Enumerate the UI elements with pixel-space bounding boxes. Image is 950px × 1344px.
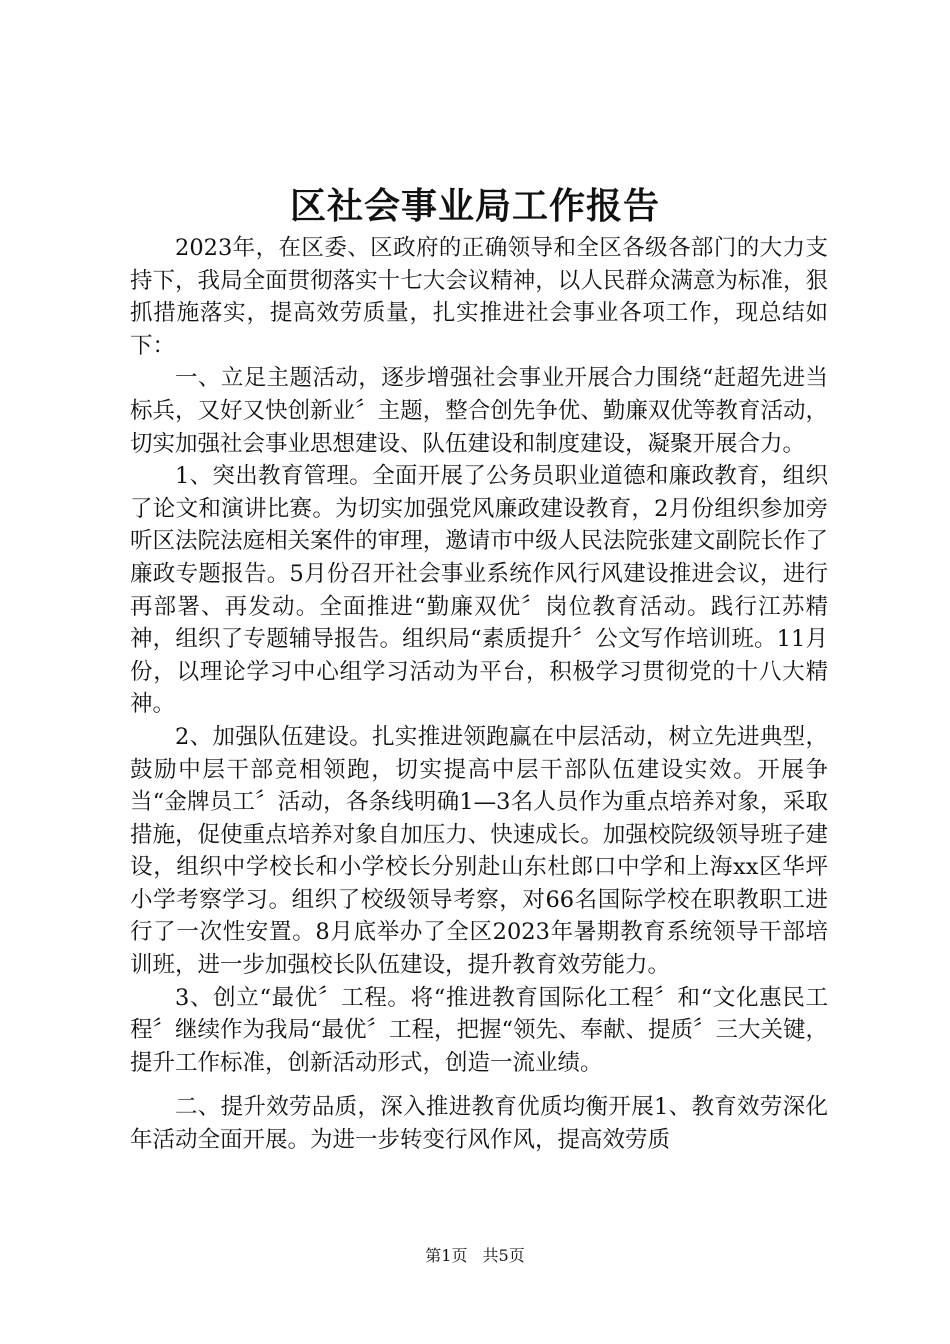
document-body — [130, 232, 828, 1157]
section-1-paragraph: 一、立足主题活动，逐步增强社会事业开展合力围绕“赶超先进当标兵，又好又快创新业〞主题，整合创先争优、勤廉双优等教育活动，切实加强社会事业思想建设、队伍建设和制度建设，凝聚开展合力。 — [130, 365, 828, 457]
intro-paragraph: 2023年，在区委、区政府的正确领导和全区各级各部门的大力支持下，我局全面贯彻落实十七大会议精神，以人民群众满意为标准，狠抓措施落实，提高效劳质量，扎实推进社会事业各项工作，现总结如下： — [130, 235, 828, 359]
item-2-paragraph: 2、加强队伍建设。扎实推进领跑赢在中层活动，树立先进典型，鼓励中层干部竞相领跑，切实提高中层干部队伍建设实效。开展争当“金牌员工〞活动，各条线明确1—3名人员作为重点培养对象，采取措施，促使重点培养对象自加压力、快速成长。加强校院级领导班子建设，组织中学校长和小学校长分别赴山东杜郎口中学和上海xx区华坪小学考察学习。组织了校级领导考察，对66名国际学校在职教职工进行了一次性安置。8月底举办了全区2023年暑期教育系统领导干部培训班，进一步加强校长队伍建设，提升教育效劳能力。 — [130, 723, 828, 979]
item-3-paragraph: 3、创立“最优〞工程。将“推进教育国际化工程〞和“文化惠民工程〞继续作为我局“最优〞工程，把握“领先、奉献、提质〞三大关键，提升工作标准，创新活动形式，创造一流业绩。 — [130, 984, 829, 1076]
section-2-paragraph: 二、提升效劳品质，深入推进教育优质均衡开展1、教育效劳深化年活动全面开展。为进一步转变行风作风，提高效劳质 — [130, 1094, 828, 1154]
page-number: 第1页 — [425, 1246, 468, 1265]
page-total: 共5页 — [482, 1246, 525, 1265]
page-footer — [0, 1245, 950, 1267]
document-title: 区社会事业局工作报告 — [289, 185, 660, 227]
item-1-paragraph: 1、突出教育管理。全面开展了公务员职业道德和廉政教育，组织了论文和演讲比赛。为切实加强党风廉政建设教育，2月份组织参加旁听区法院法庭相关案件的审理，邀请市中级人民法院张建文副院长作了廉政专题报告。5月份召开社会事业系统作风行风建设推进会议，进行再部署、再发动。全面推进“勤廉双优〞岗位教育活动。践行江苏精神，组织了专题辅导报告。组织局“素质提升〞公文写作培训班。11月份，以理论学习中心组学习活动为平台，积极学习贯彻党的十八大精神。 — [130, 463, 828, 718]
